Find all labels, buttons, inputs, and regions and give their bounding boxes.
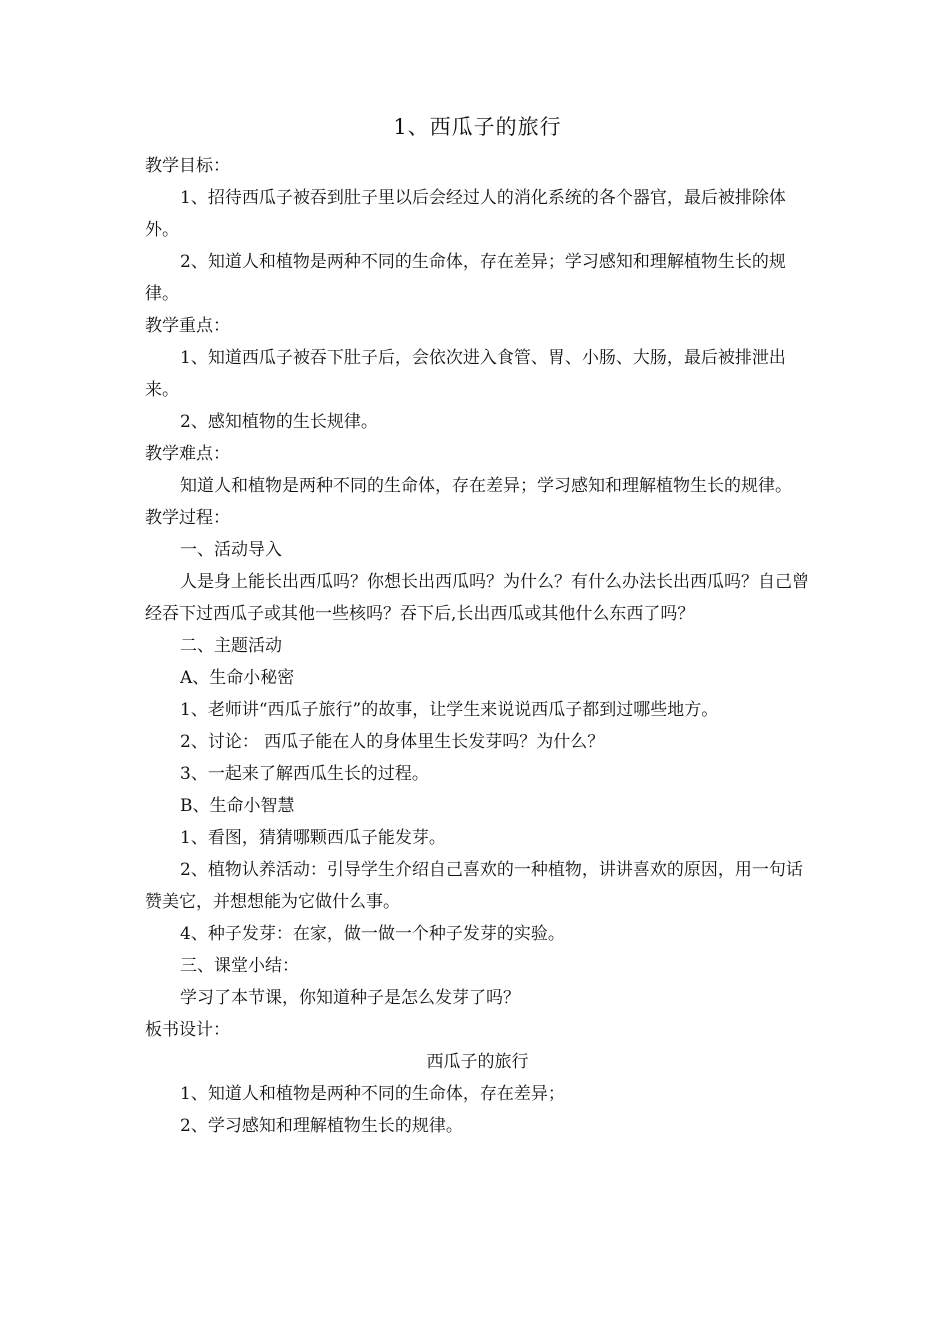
goal-item-2: 2、知道人和植物是两种不同的生命体，存在差异；学习感知和理解植物生长的规律。 bbox=[145, 252, 786, 304]
process-item: 2、植物认养活动：引导学生介绍自己喜欢的一种植物，讲讲喜欢的原因，用一句话赞美它，并想想能为它做什么事。 bbox=[145, 860, 803, 912]
process-item: 2、讨论： 西瓜子能在人的身体里生长发芽吗？为什么？ bbox=[180, 732, 605, 752]
key-points-heading: 教学重点： bbox=[145, 316, 230, 336]
board-item-2: 2、学习感知和理解植物生长的规律。 bbox=[180, 1116, 463, 1136]
process-section-1: 一、活动导入 bbox=[180, 540, 282, 560]
board-design-heading: 板书设计： bbox=[145, 1020, 230, 1040]
key-point-2: 2、感知植物的生长规律。 bbox=[180, 412, 378, 432]
process-section-2: 二、主题活动 bbox=[180, 636, 282, 656]
difficulty-text: 知道人和植物是两种不同的生命体，存在差异；学习感知和理解植物生长的规律。 bbox=[180, 476, 792, 496]
process-item: 1、看图，猜猜哪颗西瓜子能发芽。 bbox=[180, 828, 446, 848]
goals-heading: 教学目标： bbox=[145, 156, 230, 176]
process-item: 3、一起来了解西瓜生长的过程。 bbox=[180, 764, 429, 784]
process-subsection-b: B、生命小智慧 bbox=[180, 796, 295, 816]
process-section-3: 三、课堂小结： bbox=[180, 956, 299, 976]
document-page bbox=[145, 112, 810, 1142]
board-item-1: 1、知道人和植物是两种不同的生命体，存在差异； bbox=[180, 1084, 565, 1104]
process-paragraph: 人是身上能长出西瓜吗？你想长出西瓜吗？为什么？有什么办法长出西瓜吗？自己曾经吞下过西瓜子或其他一些核吗？吞下后,长出西瓜或其他什么东西了吗？ bbox=[145, 572, 809, 624]
process-heading: 教学过程： bbox=[145, 508, 230, 528]
board-title: 西瓜子的旅行 bbox=[426, 1052, 529, 1072]
document-title: 1、西瓜子的旅行 bbox=[393, 115, 562, 139]
key-point-1: 1、知道西瓜子被吞下肚子后，会依次进入食管、胃、小肠、大肠，最后被排泄出来。 bbox=[145, 348, 786, 400]
process-subsection-a: A、生命小秘密 bbox=[180, 668, 295, 688]
difficulty-heading: 教学难点： bbox=[145, 444, 230, 464]
process-item: 1、老师讲“西瓜子旅行”的故事，让学生来说说西瓜子都到过哪些地方。 bbox=[180, 700, 719, 720]
goal-item-1: 1、招待西瓜子被吞到肚子里以后会经过人的消化系统的各个器官，最后被排除体外。 bbox=[145, 188, 786, 240]
process-summary: 学习了本节课，你知道种子是怎么发芽了吗？ bbox=[180, 988, 520, 1008]
process-item: 4、种子发芽：在家，做一做一个种子发芽的实验。 bbox=[180, 924, 565, 944]
